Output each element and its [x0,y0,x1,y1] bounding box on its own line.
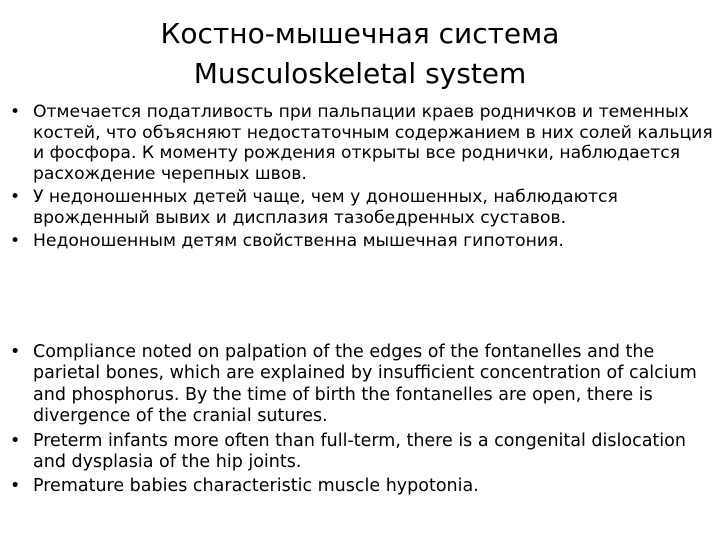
title-russian: Костно-мышечная система [160,17,560,50]
list-item [6,476,716,497]
bullet-icon: • [10,187,21,207]
bullet-text: Premature babies characteristic muscle hypotonia. [33,476,479,497]
list-item [6,342,716,428]
bullet-icon: • [10,102,21,122]
list-item [6,231,716,252]
bullet-text: Отмечается податливость при пальпации краев родничков и теменных костей, что объясняют недостаточным содержанием в них солей кальция и фосфора. К моменту рождения открыты все роднички, наблюдается расхождение черепных швов. [33,102,713,184]
bullet-text: У недоношенных детей чаще, чем у доношенных, наблюдаются врожденный вывих и дисплазия тазобедренных суставов. [33,187,618,228]
bullet-icon: • [10,231,21,251]
bullet-icon: • [10,342,21,362]
slide-title [0,14,720,94]
english-bullet-list [6,342,716,501]
title-english: Musculoskeletal system [193,57,527,90]
bullet-icon: • [10,476,21,497]
list-item [6,187,716,228]
list-item [6,431,716,474]
list-item [6,102,716,184]
russian-bullet-list [6,102,716,255]
bullet-text: Compliance noted on palpation of the edges of the fontanelles and the parietal bones, which are explained by insufficient concentration of calcium and phosphorus. By the time of birth the fontanelles are open, there is divergence of the cranial sutures. [33,342,697,427]
bullet-text: Недоношенным детям свойственна мышечная гипотония. [33,231,564,251]
bullet-icon: • [10,430,21,451]
bullet-text: Preterm infants more often than full-term, there is a congenital dislocation and dysplasia of the hip joints. [33,430,686,473]
